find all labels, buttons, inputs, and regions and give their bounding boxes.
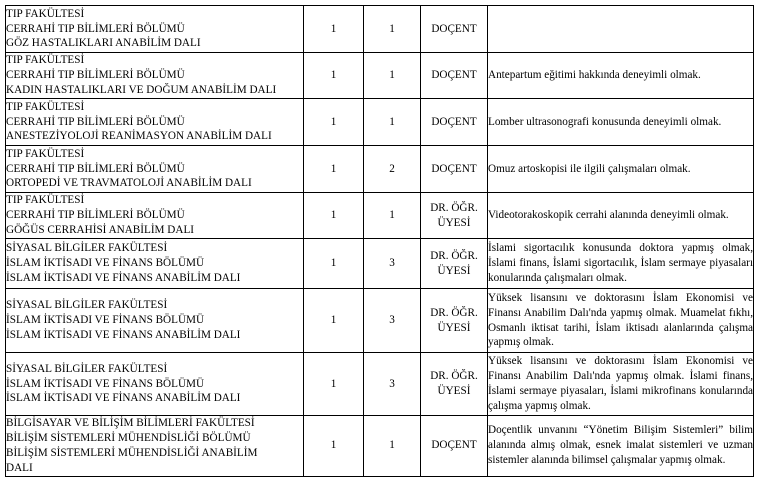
table-row	[6, 289, 754, 353]
cell-count2: 3	[364, 289, 421, 353]
unit-line: TIP FAKÜLTESİ	[6, 194, 85, 207]
unit-line: SİYASAL BİLGİLER FAKÜLTESİ	[6, 299, 168, 312]
cell-description: Yüksek lisansını ve doktorasını İslam Ekonomisi ve Finansı Anabilim Dalı'nda yapmış olmak. İslami finans, İslami sermaye piyasaları, İslami mikrofinans konularında çalışma yapmış olmak.	[488, 353, 754, 416]
unit-line: TIP FAKÜLTESİ	[6, 100, 85, 113]
cell-count2: 2	[364, 146, 421, 193]
table-row	[6, 416, 754, 477]
cell-count1: 1	[304, 289, 364, 353]
unit-line: İSLAM İKTİSADI VE FİNANS BÖLÜMÜ	[6, 377, 205, 390]
unit-line: CERRAHİ TIP BİLİMLERİ BÖLÜMÜ	[6, 69, 185, 82]
table-row	[6, 53, 754, 99]
cell-title: DR. ÖĞR. ÜYESİ	[421, 353, 488, 416]
cell-count1: 1	[304, 353, 364, 416]
cell-count1: 1	[304, 146, 364, 193]
table-body	[6, 6, 754, 477]
cell-count2: 1	[364, 99, 421, 146]
cell-title: DOÇENT	[421, 146, 488, 193]
unit-line: İSLAM İKTİSADI VE FİNANS BÖLÜMÜ	[6, 314, 205, 327]
cell-unit	[6, 99, 304, 146]
unit-line: TIP FAKÜLTESİ	[6, 147, 85, 160]
cell-unit	[6, 239, 304, 289]
cell-description: Videotorakoskopik cerrahi alanında deneyimli olmak.	[488, 193, 754, 239]
cell-count1: 1	[304, 99, 364, 146]
unit-line: SİYASAL BİLGİLER FAKÜLTESİ	[6, 362, 168, 375]
cell-count1: 1	[304, 239, 364, 289]
cell-unit	[6, 416, 304, 477]
cell-count2: 1	[364, 6, 421, 53]
table-row	[6, 193, 754, 239]
cell-count2: 1	[364, 53, 421, 99]
cell-description: Yüksek lisansını ve doktorasını İslam Ekonomisi ve Finansı Anabilim Dalı'nda yapmış olmak. Muamelat fıkhı, Osmanlı iktisat tarihi, İslam iktisadı alanlarında çalışma yapmış olmak.	[488, 289, 754, 353]
unit-line: GÖĞÜS CERRAHİSİ ANABİLİM DALI	[6, 223, 195, 236]
cell-title: DOÇENT	[421, 416, 488, 477]
table-row	[6, 146, 754, 193]
unit-line: BİLİŞİM SİSTEMLERİ MÜHENDİSLİĞİ ANABİLİM	[6, 446, 258, 459]
cell-description: Doçentlik unvanını “Yönetim Bilişim Sistemleri” bilim alanında almış olmak, esnek imalat sistemleri ve uzman sistemler alanında bilimsel çalışmalar yapmış olmak.	[488, 416, 754, 477]
cell-count1: 1	[304, 53, 364, 99]
cell-count2: 3	[364, 239, 421, 289]
unit-line: TIP FAKÜLTESİ	[6, 7, 85, 20]
unit-line: CERRAHİ TIP BİLİMLERİ BÖLÜMÜ	[6, 209, 185, 222]
unit-line: BİLGİSAYAR VE BİLİŞİM BİLİMLERİ FAKÜLTESİ	[6, 417, 255, 429]
cell-description	[488, 6, 754, 53]
cell-description: Lomber ultrasonografi konusunda deneyimli olmak.	[488, 99, 754, 146]
cell-count2: 3	[364, 353, 421, 416]
unit-line: CERRAHİ TIP BİLİMLERİ BÖLÜMÜ	[6, 115, 185, 128]
unit-line: BİLİŞİM SİSTEMLERİ MÜHENDİSLİĞİ BÖLÜMÜ	[6, 431, 251, 444]
unit-line: ANESTEZİYOLOJİ REANİMASYON ANABİLİM DALI	[6, 130, 272, 143]
unit-line: ORTOPEDİ VE TRAVMATOLOJİ ANABİLİM DALI	[6, 177, 252, 190]
cell-title: DR. ÖĞR. ÜYESİ	[421, 193, 488, 239]
academic-positions-table	[5, 5, 754, 477]
cell-unit	[6, 146, 304, 193]
cell-unit	[6, 53, 304, 99]
table-row	[6, 353, 754, 416]
table-row	[6, 99, 754, 146]
cell-description: Antepartum eğitimi hakkında deneyimli olmak.	[488, 53, 754, 99]
cell-title: DOÇENT	[421, 53, 488, 99]
unit-line: İSLAM İKTİSADI VE FİNANS ANABİLİM DALI	[6, 328, 241, 341]
cell-title: DR. ÖĞR. ÜYESİ	[421, 289, 488, 353]
cell-description: İslami sigortacılık konusunda doktora yapmış olmak, İslami finans, İslami sigortacılık, İslam sermaye piyasaları konularında çalışmaları olmak.	[488, 239, 754, 289]
cell-count1: 1	[304, 193, 364, 239]
cell-unit	[6, 193, 304, 239]
cell-count1: 1	[304, 6, 364, 53]
cell-count1: 1	[304, 416, 364, 477]
unit-line: KADIN HASTALIKLARI VE DOĞUM ANABİLİM DALI	[6, 83, 277, 96]
unit-line: CERRAHİ TIP BİLİMLERİ BÖLÜMÜ	[6, 22, 185, 35]
cell-unit	[6, 289, 304, 353]
unit-line: GÖZ HASTALIKLARI ANABİLİM DALI	[6, 37, 201, 50]
cell-title: DOÇENT	[421, 6, 488, 53]
unit-line: İSLAM İKTİSADI VE FİNANS ANABİLİM DALI	[6, 392, 241, 405]
unit-line: SİYASAL BİLGİLER FAKÜLTESİ	[6, 242, 168, 255]
cell-count2: 1	[364, 193, 421, 239]
cell-unit	[6, 6, 304, 53]
table-row	[6, 6, 754, 53]
unit-line: İSLAM İKTİSADI VE FİNANS ANABİLİM DALI	[6, 271, 241, 284]
cell-count2: 1	[364, 416, 421, 477]
unit-line: CERRAHİ TIP BİLİMLERİ BÖLÜMÜ	[6, 162, 185, 175]
cell-title: DR. ÖĞR. ÜYESİ	[421, 239, 488, 289]
unit-line: TIP FAKÜLTESİ	[6, 54, 85, 67]
cell-title: DOÇENT	[421, 99, 488, 146]
table-row	[6, 239, 754, 289]
unit-line: DALI	[6, 461, 33, 474]
unit-line: İSLAM İKTİSADI VE FİNANS BÖLÜMÜ	[6, 257, 205, 270]
cell-description: Omuz artoskopisi ile ilgili çalışmaları olmak.	[488, 146, 754, 193]
cell-unit	[6, 353, 304, 416]
